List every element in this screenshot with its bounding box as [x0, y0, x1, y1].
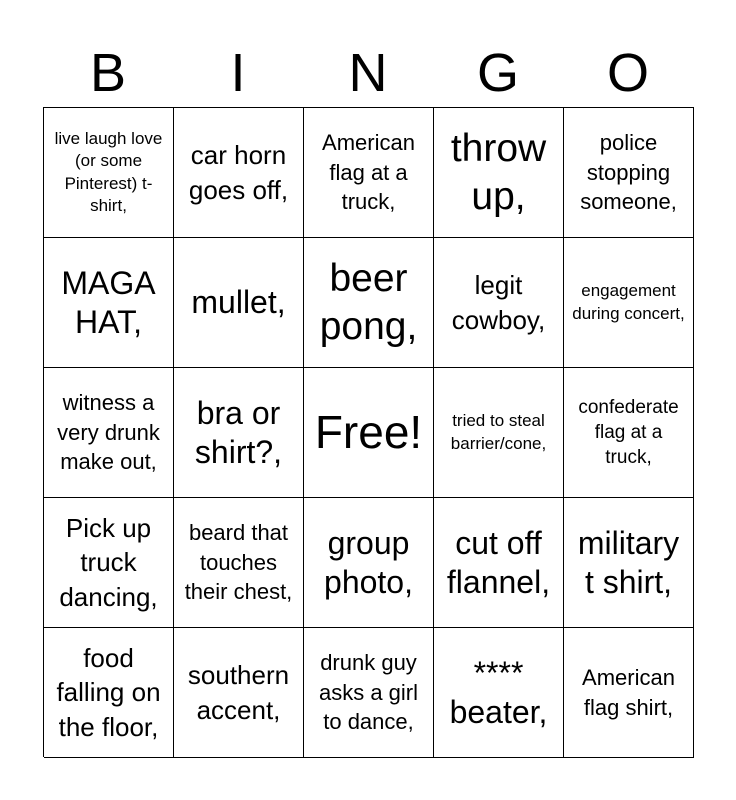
cell-text: live laugh love (or some Pinterest) t-shirt,	[54, 129, 163, 215]
bingo-cell[interactable]	[304, 238, 434, 368]
header-letter-g: G	[476, 43, 519, 103]
bingo-cell[interactable]	[564, 368, 694, 498]
cell-text: military t shirt,	[577, 525, 680, 600]
free-space-text: Free!	[314, 406, 423, 459]
header-letter-n: N	[348, 43, 388, 103]
cell-text: engagement during concert,	[572, 281, 685, 323]
bingo-cell[interactable]	[434, 628, 564, 758]
header-letter-b: B	[89, 43, 127, 103]
bingo-cell[interactable]	[304, 108, 434, 238]
cell-text: group photo,	[324, 525, 413, 600]
header-letter-o: O	[606, 43, 649, 103]
bingo-board	[43, 107, 694, 757]
bingo-cell[interactable]	[434, 108, 564, 238]
bingo-cell[interactable]	[44, 368, 174, 498]
cell-text: legit cowboy,	[451, 270, 546, 335]
bingo-cell[interactable]	[304, 498, 434, 628]
cell-text: throw up,	[450, 126, 547, 218]
cell-text: beard that touches their chest,	[184, 519, 293, 605]
cell-text: MAGA HAT,	[61, 265, 156, 340]
bingo-cell[interactable]	[564, 238, 694, 368]
bingo-cell[interactable]	[434, 238, 564, 368]
bingo-header	[43, 40, 693, 106]
bingo-cell[interactable]	[44, 108, 174, 238]
bingo-cell[interactable]	[564, 498, 694, 628]
cell-text: American flag at a truck,	[322, 129, 415, 215]
cell-text: southern accent,	[187, 660, 290, 725]
cell-text: cut off flannel,	[446, 525, 551, 600]
bingo-cell[interactable]	[174, 238, 304, 368]
bingo-cell[interactable]	[304, 628, 434, 758]
cell-text: Pick up truck dancing,	[59, 513, 158, 612]
bingo-cell[interactable]	[44, 238, 174, 368]
bingo-cell[interactable]	[434, 368, 564, 498]
bingo-cell[interactable]	[564, 108, 694, 238]
bingo-cell[interactable]	[434, 498, 564, 628]
bingo-cell[interactable]	[44, 498, 174, 628]
cell-text: bra or shirt?,	[194, 395, 283, 470]
bingo-cell[interactable]	[564, 628, 694, 758]
cell-text: American flag shirt,	[582, 664, 675, 720]
bingo-cell[interactable]	[174, 628, 304, 758]
cell-text: tried to steal barrier/cone,	[450, 411, 547, 453]
bingo-cell[interactable]	[174, 498, 304, 628]
cell-text: beer pong,	[319, 256, 418, 348]
cell-text: witness a very drunk make out,	[57, 389, 160, 475]
cell-text: drunk guy asks a girl to dance,	[318, 649, 419, 735]
cell-text: mullet,	[191, 284, 286, 321]
bingo-cell free-space[interactable]	[304, 368, 434, 498]
cell-text: car horn goes off,	[188, 140, 289, 205]
cell-text: confederate flag at a truck,	[578, 396, 679, 469]
bingo-cell[interactable]	[44, 628, 174, 758]
bingo-cell[interactable]	[174, 368, 304, 498]
cell-text: **** beater,	[449, 655, 548, 730]
cell-text: police stopping someone,	[580, 129, 677, 215]
cell-text: food falling on the floor,	[56, 643, 161, 742]
header-letter-i: I	[230, 43, 246, 103]
bingo-cell[interactable]	[174, 108, 304, 238]
